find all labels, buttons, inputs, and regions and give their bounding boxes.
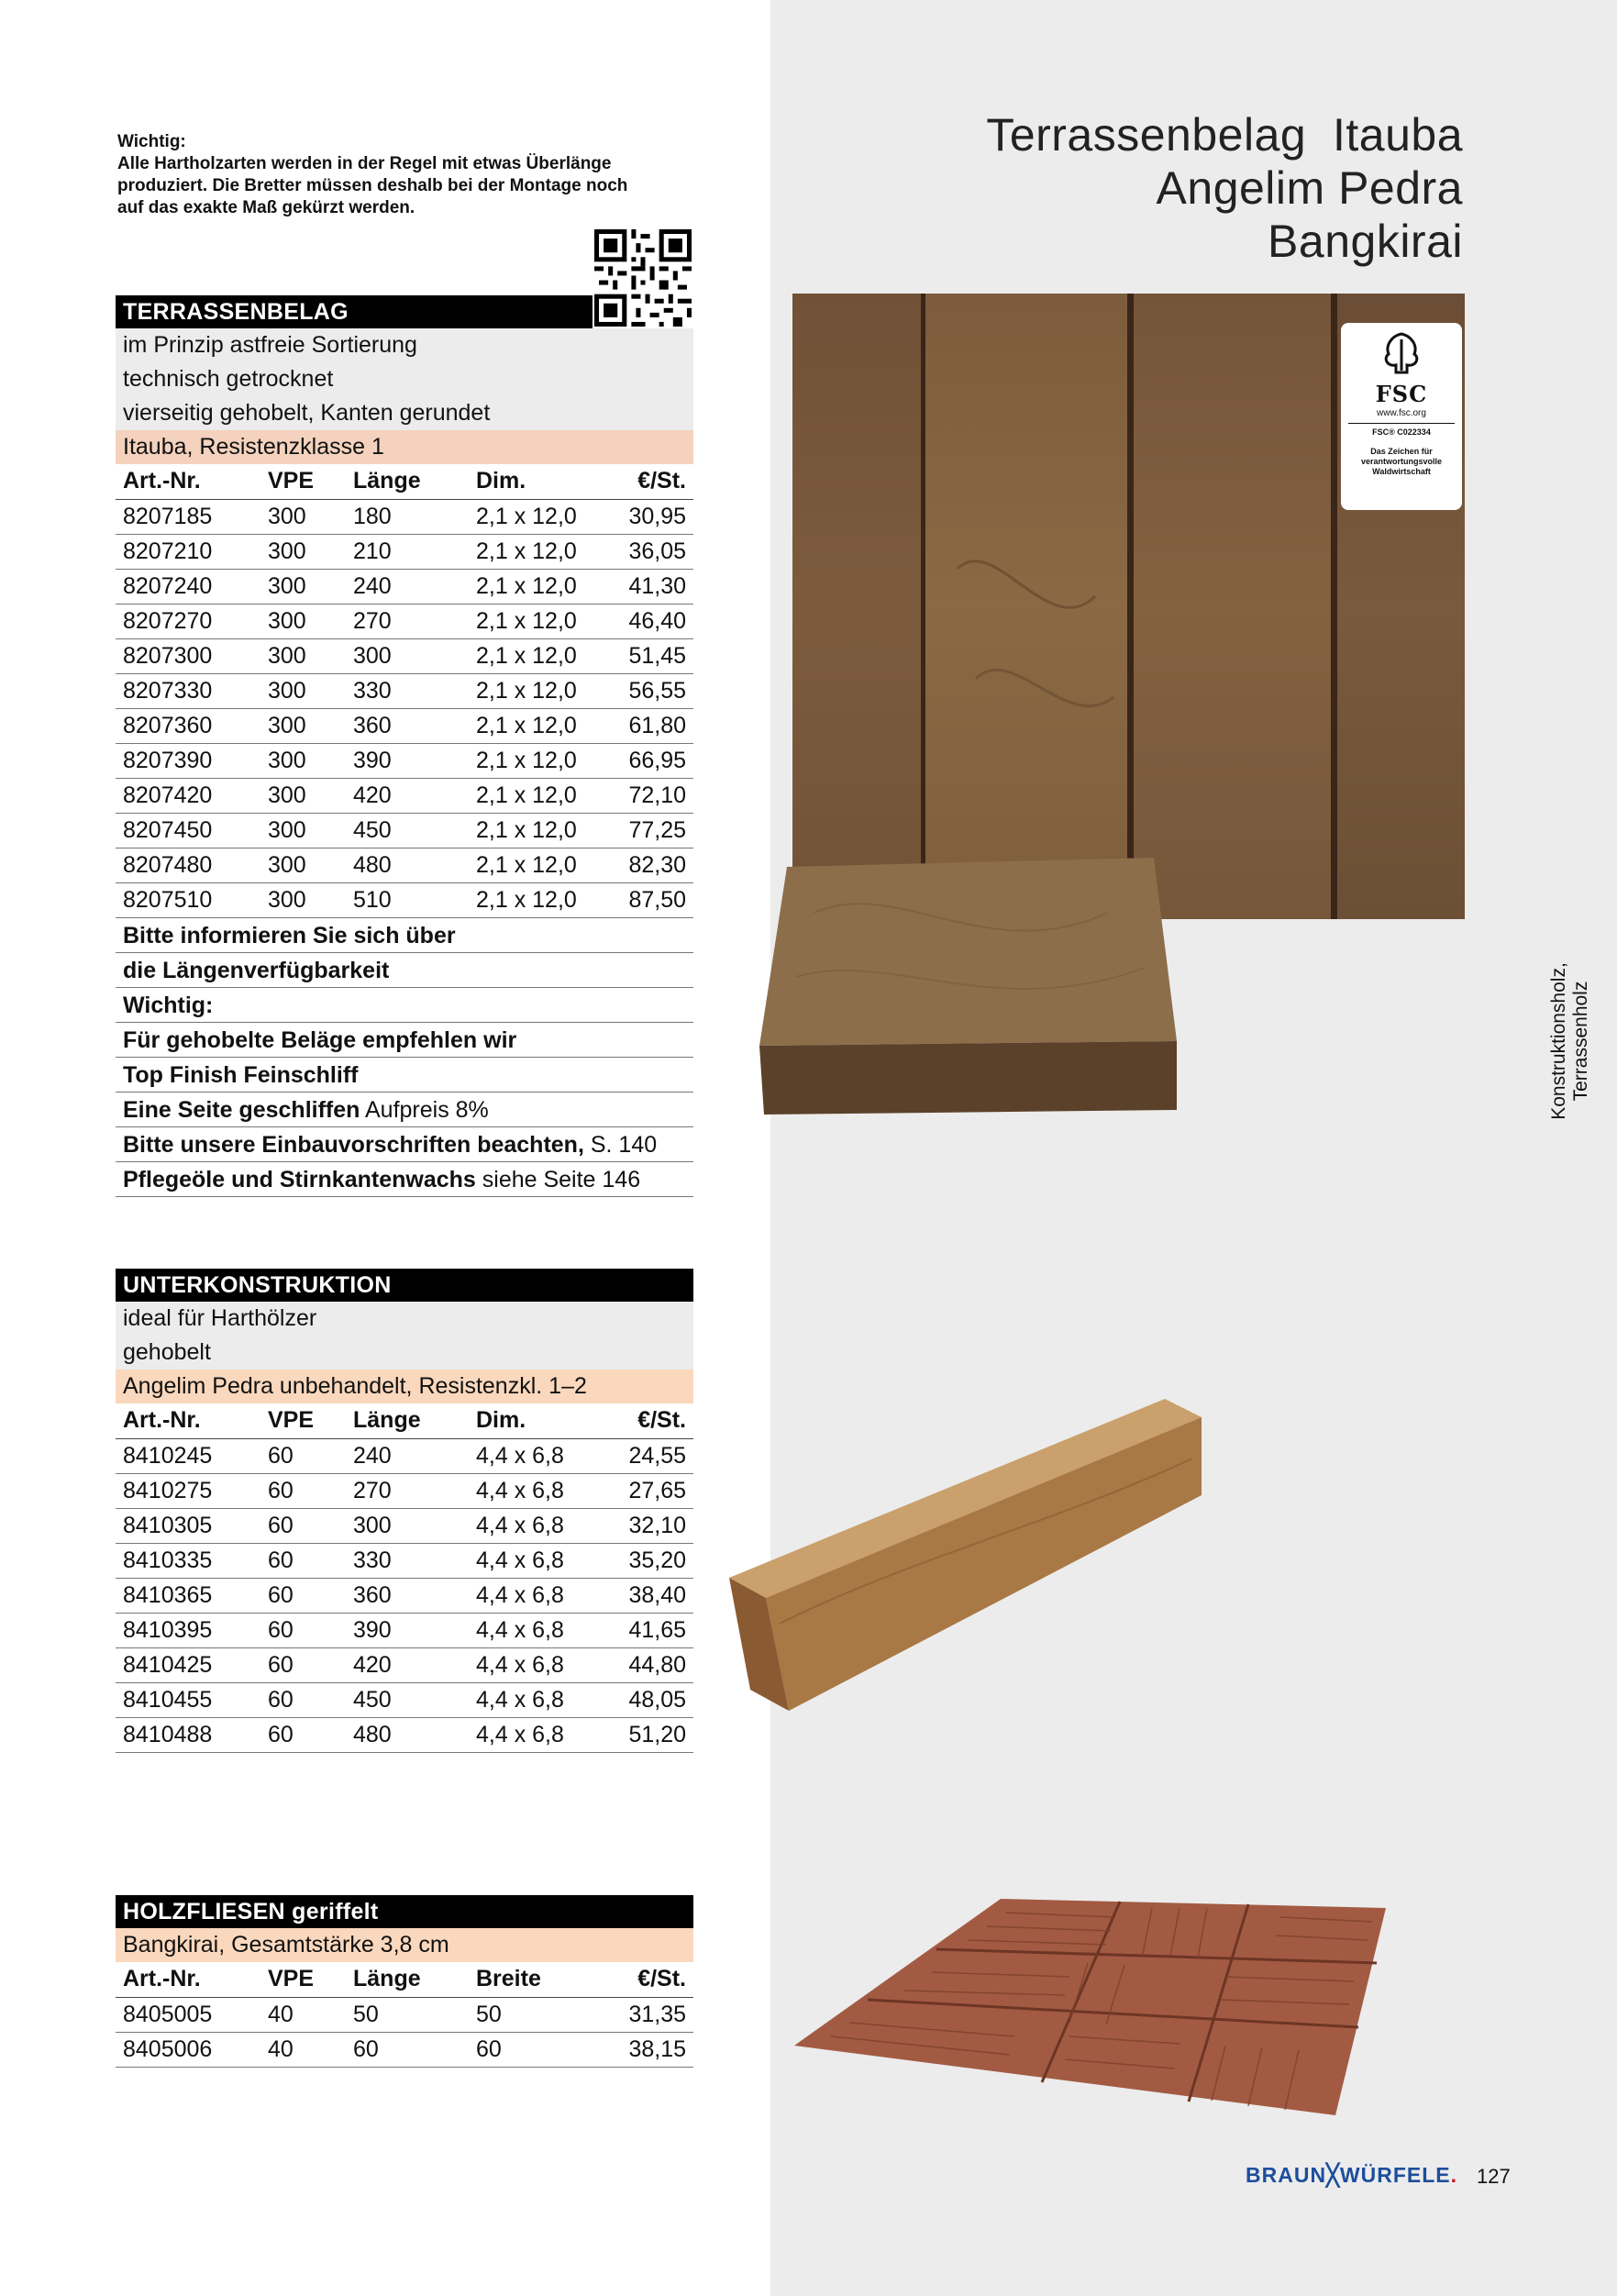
page-number: 127 — [1477, 2165, 1511, 2188]
brand-dot: . — [1450, 2163, 1458, 2187]
col-laenge: Länge — [346, 1403, 469, 1438]
fsc-code: FSC® C022334 — [1372, 427, 1431, 437]
table-row — [116, 1613, 693, 1647]
table-row — [116, 638, 693, 673]
cell-dim: 60 — [469, 2032, 615, 2067]
cell-vpe: 300 — [260, 673, 346, 708]
cell-price: 41,30 — [615, 569, 693, 604]
info-note-text: Aufpreis 8% — [360, 1096, 489, 1123]
cell-art-nr: 8405005 — [116, 1997, 260, 2032]
cell-vpe: 60 — [260, 1647, 346, 1682]
cell-dim: 4,4 x 6,8 — [469, 1473, 615, 1508]
cell-dim: 4,4 x 6,8 — [469, 1717, 615, 1752]
cell-art-nr: 8410335 — [116, 1543, 260, 1578]
important-note — [117, 131, 704, 219]
cell-vpe: 60 — [260, 1473, 346, 1508]
table-row — [116, 1508, 693, 1543]
fsc-url: www.fsc.org — [1377, 408, 1426, 418]
info-note-bold: Top Finish Feinschliff — [123, 1061, 359, 1088]
note-line: Alle Hartholzarten werden in der Regel mit etwas Überlänge — [117, 154, 612, 173]
cell-art-nr: 8410305 — [116, 1508, 260, 1543]
cell-price: 32,10 — [615, 1508, 693, 1543]
table-row — [116, 882, 693, 917]
table-row — [116, 1717, 693, 1752]
cell-vpe: 60 — [260, 1717, 346, 1752]
cell-price: 30,95 — [615, 499, 693, 534]
cell-price: 41,65 — [615, 1613, 693, 1647]
side-label-line: Terrassenholz — [1570, 981, 1591, 1102]
cell-vpe: 60 — [260, 1578, 346, 1613]
col-vpe: VPE — [260, 1962, 346, 1997]
info-note-row — [116, 1093, 693, 1127]
cell-vpe: 300 — [260, 499, 346, 534]
info-note-bold: Wichtig: — [123, 992, 214, 1018]
cell-laenge: 210 — [346, 534, 469, 569]
cell-dim: 2,1 x 12,0 — [469, 604, 615, 638]
cell-price: 61,80 — [615, 708, 693, 743]
cell-laenge: 360 — [346, 708, 469, 743]
cell-art-nr: 8207390 — [116, 743, 260, 778]
col-dim: Dim. — [469, 1403, 615, 1438]
cell-art-nr: 8207240 — [116, 569, 260, 604]
table-row — [116, 673, 693, 708]
info-note-text: S. 140 — [583, 1131, 658, 1158]
table-row — [116, 848, 693, 882]
col-art-nr: Art.-Nr. — [116, 1403, 260, 1438]
holzfliesen-header: HOLZFLIESEN geriffelt — [116, 1895, 693, 1928]
cell-laenge: 330 — [346, 1543, 469, 1578]
cell-vpe: 60 — [260, 1508, 346, 1543]
cell-dim: 4,4 x 6,8 — [469, 1543, 615, 1578]
cell-price: 24,55 — [615, 1438, 693, 1473]
terrassenbelag-info: vierseitig gehobelt, Kanten gerundet — [116, 396, 693, 430]
info-note-bold: die Längenverfügbarkeit — [123, 957, 390, 983]
info-note-bold: Für gehobelte Beläge empfehlen wir — [123, 1026, 517, 1053]
cell-price: 66,95 — [615, 743, 693, 778]
table-row — [116, 1997, 693, 2032]
cell-vpe: 300 — [260, 778, 346, 813]
cell-art-nr: 8410425 — [116, 1647, 260, 1682]
unterkonstruktion-info: ideal für Harthölzer — [116, 1302, 693, 1336]
cell-dim: 2,1 x 12,0 — [469, 499, 615, 534]
brand-left: BRAUN — [1246, 2163, 1327, 2187]
cell-vpe: 300 — [260, 743, 346, 778]
cell-laenge: 300 — [346, 1508, 469, 1543]
info-note-row — [116, 988, 693, 1023]
unterkonstruktion-price-table — [116, 1403, 693, 1753]
cell-vpe: 300 — [260, 569, 346, 604]
cell-laenge: 50 — [346, 1997, 469, 2032]
cell-vpe: 300 — [260, 708, 346, 743]
table-row — [116, 2032, 693, 2067]
cell-laenge: 390 — [346, 743, 469, 778]
info-note-row — [116, 1058, 693, 1093]
wood-tiles-photo — [794, 1899, 1390, 2115]
cell-art-nr: 8207480 — [116, 848, 260, 882]
holzfliesen-section — [116, 1895, 693, 2068]
cell-price: 44,80 — [615, 1647, 693, 1682]
cell-price: 38,40 — [615, 1578, 693, 1613]
table-row — [116, 743, 693, 778]
cell-art-nr: 8410488 — [116, 1717, 260, 1752]
cell-vpe: 300 — [260, 534, 346, 569]
cell-dim: 2,1 x 12,0 — [469, 673, 615, 708]
col-price: €/St. — [615, 464, 693, 499]
cell-art-nr: 8410245 — [116, 1438, 260, 1473]
fsc-tagline: verantwortungsvolle — [1360, 457, 1443, 466]
table-row — [116, 813, 693, 848]
table-row — [116, 1473, 693, 1508]
col-price: €/St. — [615, 1403, 693, 1438]
info-note-row — [116, 1162, 693, 1197]
terrassenbelag-section — [116, 295, 693, 1197]
cell-price: 35,20 — [615, 1543, 693, 1578]
cell-laenge: 420 — [346, 1647, 469, 1682]
brand-right: WÜRFELE — [1339, 2163, 1451, 2187]
cell-price: 27,65 — [615, 1473, 693, 1508]
fsc-tagline: Das Zeichen für — [1370, 447, 1433, 456]
terrassenbelag-species: Itauba, Resistenzklasse 1 — [116, 430, 693, 464]
table-header-row — [116, 464, 693, 499]
cell-price: 51,20 — [615, 1717, 693, 1752]
cell-price: 77,25 — [615, 813, 693, 848]
cell-vpe: 300 — [260, 638, 346, 673]
cell-dim: 2,1 x 12,0 — [469, 638, 615, 673]
cell-art-nr: 8207270 — [116, 604, 260, 638]
cell-price: 48,05 — [615, 1682, 693, 1717]
cell-dim: 4,4 x 6,8 — [469, 1613, 615, 1647]
table-row — [116, 1438, 693, 1473]
cell-laenge: 60 — [346, 2032, 469, 2067]
table-row — [116, 1682, 693, 1717]
cell-dim: 2,1 x 12,0 — [469, 778, 615, 813]
cell-vpe: 60 — [260, 1613, 346, 1647]
info-note-bold: Pflegeöle und Stirnkantenwachs — [123, 1166, 476, 1192]
col-laenge: Länge — [346, 1962, 469, 1997]
cell-laenge: 390 — [346, 1613, 469, 1647]
cell-vpe: 300 — [260, 882, 346, 917]
info-note-row — [116, 1127, 693, 1162]
table-row — [116, 778, 693, 813]
table-row — [116, 1543, 693, 1578]
cell-art-nr: 8207185 — [116, 499, 260, 534]
cell-price: 46,40 — [615, 604, 693, 638]
table-row — [116, 604, 693, 638]
info-note-row — [116, 1023, 693, 1058]
cell-art-nr: 8410275 — [116, 1473, 260, 1508]
note-line: auf das exakte Maß gekürzt werden. — [117, 198, 415, 217]
col-dim: Dim. — [469, 464, 615, 499]
cell-price: 82,30 — [615, 848, 693, 882]
cell-laenge: 330 — [346, 673, 469, 708]
unterkonstruktion-info: gehobelt — [116, 1336, 693, 1370]
cell-dim: 2,1 x 12,0 — [469, 882, 615, 917]
cell-art-nr: 8207510 — [116, 882, 260, 917]
fsc-tree-icon — [1374, 330, 1429, 376]
note-line: Wichtig: — [117, 132, 186, 151]
cell-dim: 4,4 x 6,8 — [469, 1578, 615, 1613]
table-row — [116, 1578, 693, 1613]
col-price: €/St. — [615, 1962, 693, 1997]
cell-art-nr: 8207210 — [116, 534, 260, 569]
note-line: produziert. Die Bretter müssen deshalb bei der Montage noch — [117, 176, 628, 195]
cell-dim: 50 — [469, 1997, 615, 2032]
cell-laenge: 510 — [346, 882, 469, 917]
cell-dim: 2,1 x 12,0 — [469, 534, 615, 569]
col-vpe: VPE — [260, 464, 346, 499]
cell-laenge: 480 — [346, 1717, 469, 1752]
cell-dim: 2,1 x 12,0 — [469, 848, 615, 882]
col-vpe: VPE — [260, 1403, 346, 1438]
cell-art-nr: 8207360 — [116, 708, 260, 743]
cell-art-nr: 8410365 — [116, 1578, 260, 1613]
cell-dim: 2,1 x 12,0 — [469, 569, 615, 604]
page-title — [986, 108, 1463, 268]
info-note-bold: Bitte unsere Einbauvorschriften beachten, — [123, 1131, 584, 1158]
side-label-line: Konstruktionsholz, — [1548, 962, 1569, 1120]
cell-laenge: 240 — [346, 1438, 469, 1473]
cell-price: 87,50 — [615, 882, 693, 917]
cell-dim: 2,1 x 12,0 — [469, 708, 615, 743]
cell-art-nr: 8410395 — [116, 1613, 260, 1647]
cell-art-nr: 8207450 — [116, 813, 260, 848]
cell-art-nr: 8207300 — [116, 638, 260, 673]
cell-dim: 2,1 x 12,0 — [469, 813, 615, 848]
info-note-bold: Eine Seite geschliffen — [123, 1096, 360, 1123]
unterkonstruktion-section — [116, 1269, 693, 1753]
cell-vpe: 300 — [260, 604, 346, 638]
cell-dim: 4,4 x 6,8 — [469, 1647, 615, 1682]
table-header-row — [116, 1962, 693, 1997]
unterkonstruktion-species: Angelim Pedra unbehandelt, Resistenzkl. 1–2 — [116, 1370, 693, 1403]
title-line: Terrassenbelag Itauba — [986, 109, 1463, 161]
holzfliesen-price-table — [116, 1962, 693, 2068]
info-note-row — [116, 918, 693, 953]
cell-laenge: 270 — [346, 1473, 469, 1508]
cell-price: 31,35 — [615, 1997, 693, 2032]
col-laenge: Länge — [346, 464, 469, 499]
cell-vpe: 300 — [260, 813, 346, 848]
col-art-nr: Art.-Nr. — [116, 464, 260, 499]
cell-dim: 2,1 x 12,0 — [469, 743, 615, 778]
cell-laenge: 270 — [346, 604, 469, 638]
info-note-text: siehe Seite 146 — [475, 1166, 641, 1192]
holzfliesen-species: Bangkirai, Gesamtstärke 3,8 cm — [116, 1928, 693, 1962]
title-line: Bangkirai — [1268, 216, 1463, 267]
fsc-logo-text: FSC — [1375, 381, 1428, 407]
cell-laenge: 180 — [346, 499, 469, 534]
cell-laenge: 240 — [346, 569, 469, 604]
cell-laenge: 300 — [346, 638, 469, 673]
cell-vpe: 60 — [260, 1682, 346, 1717]
cell-dim: 4,4 x 6,8 — [469, 1682, 615, 1717]
title-line: Angelim Pedra — [1156, 162, 1463, 214]
table-row — [116, 569, 693, 604]
col-breite: Breite — [469, 1962, 615, 1997]
cell-laenge: 360 — [346, 1578, 469, 1613]
col-art-nr: Art.-Nr. — [116, 1962, 260, 1997]
info-note-row — [116, 953, 693, 988]
info-note-bold: Bitte informieren Sie sich über — [123, 922, 456, 948]
table-row — [116, 499, 693, 534]
cell-vpe: 60 — [260, 1543, 346, 1578]
unterkonstruktion-header: UNTERKONSTRUKTION — [116, 1269, 693, 1302]
table-row — [116, 534, 693, 569]
side-category-label — [1548, 949, 1592, 1133]
terrassenbelag-info: technisch getrocknet — [116, 362, 693, 396]
brand-x-icon: ╳ — [1326, 2163, 1340, 2187]
fsc-label — [1341, 323, 1462, 510]
cell-price: 38,15 — [615, 2032, 693, 2067]
beam-photo — [725, 1394, 1224, 1711]
cell-art-nr: 8207420 — [116, 778, 260, 813]
cell-price: 36,05 — [615, 534, 693, 569]
cell-vpe: 40 — [260, 1997, 346, 2032]
plank-photo — [759, 858, 1177, 1115]
cell-laenge: 450 — [346, 1682, 469, 1717]
cell-laenge: 480 — [346, 848, 469, 882]
table-row — [116, 708, 693, 743]
cell-art-nr: 8207330 — [116, 673, 260, 708]
cell-dim: 4,4 x 6,8 — [469, 1438, 615, 1473]
table-row — [116, 1647, 693, 1682]
terrassenbelag-header: TERRASSENBELAG — [116, 295, 593, 328]
cell-dim: 4,4 x 6,8 — [469, 1508, 615, 1543]
brand-logo — [1246, 2163, 1457, 2188]
cell-price: 56,55 — [615, 673, 693, 708]
terrassenbelag-info: im Prinzip astfreie Sortierung — [116, 328, 693, 362]
terrassenbelag-price-table — [116, 464, 693, 918]
cell-art-nr: 8405006 — [116, 2032, 260, 2067]
cell-vpe: 40 — [260, 2032, 346, 2067]
cell-price: 72,10 — [615, 778, 693, 813]
cell-vpe: 60 — [260, 1438, 346, 1473]
cell-vpe: 300 — [260, 848, 346, 882]
cell-price: 51,45 — [615, 638, 693, 673]
table-header-row — [116, 1403, 693, 1438]
cell-art-nr: 8410455 — [116, 1682, 260, 1717]
cell-laenge: 450 — [346, 813, 469, 848]
fsc-tagline: Waldwirtschaft — [1372, 467, 1431, 476]
cell-laenge: 420 — [346, 778, 469, 813]
